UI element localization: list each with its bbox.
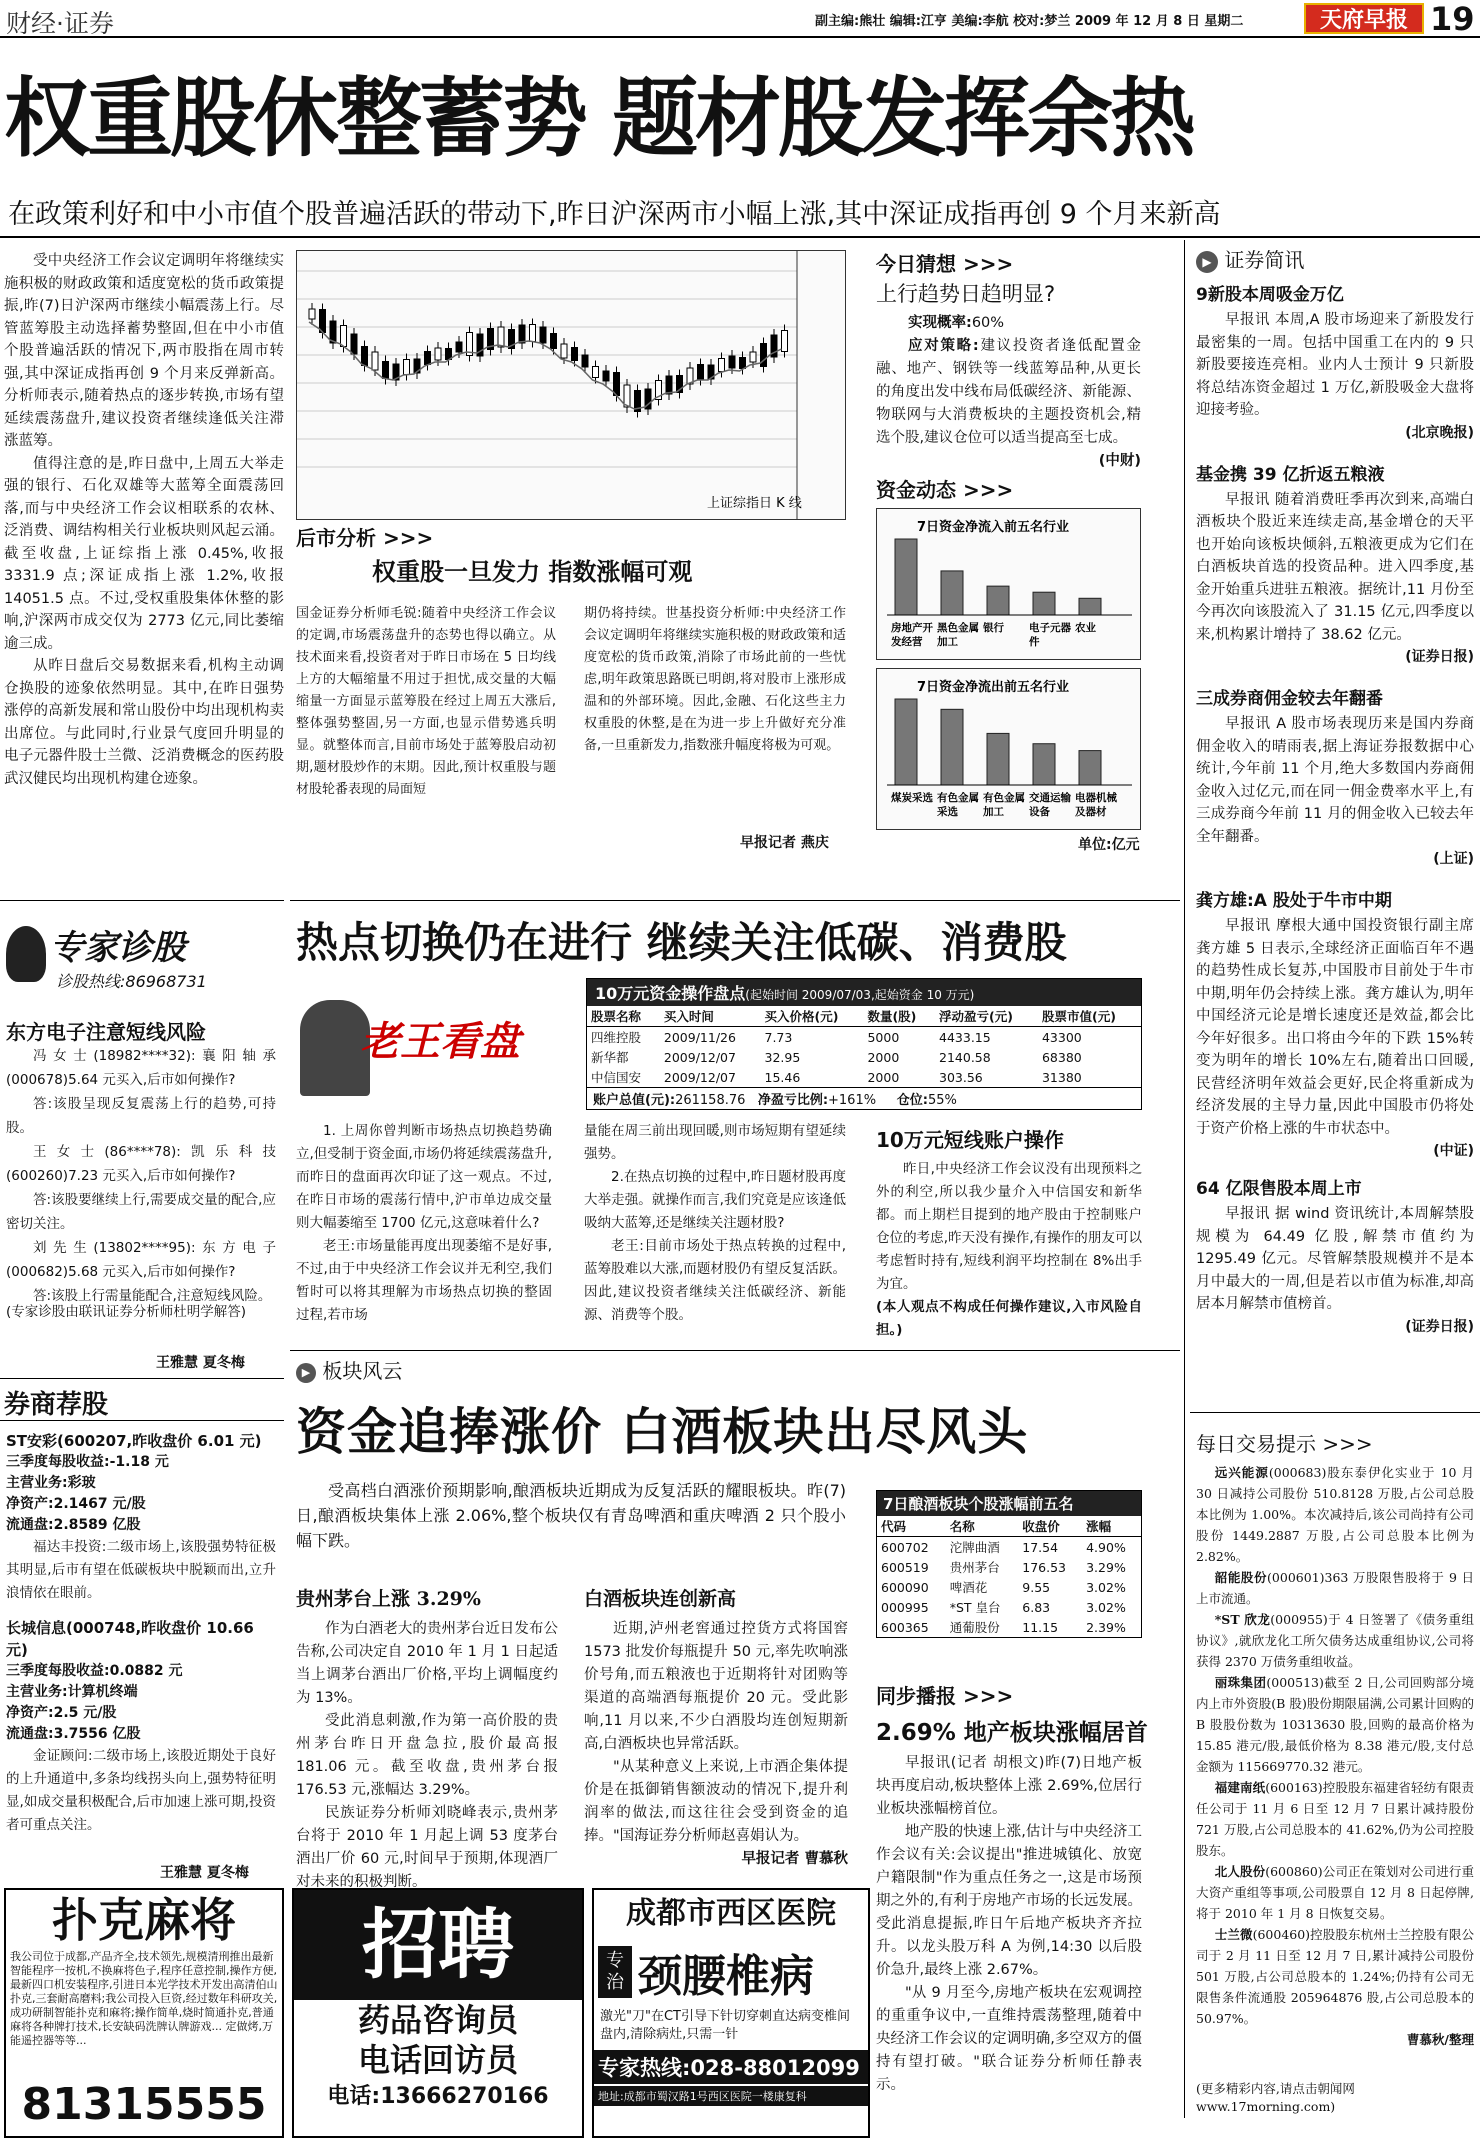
liquor-table-title: 7日酿酒板块个股涨幅前五名 bbox=[877, 1491, 1141, 1516]
flow-out-bar bbox=[987, 733, 1009, 785]
brief-item bbox=[1196, 280, 1474, 442]
trade-tag: 每日交易提示 >>> bbox=[1196, 1432, 1373, 1456]
newspaper-logo: 天府早报 bbox=[1304, 3, 1424, 34]
kline-candle bbox=[603, 371, 609, 381]
flow-out-label: 设备 bbox=[1029, 806, 1050, 818]
table-cell: 3.02% bbox=[1086, 1599, 1126, 1615]
brief-tag: ▶ 证券简讯 bbox=[1196, 244, 1304, 273]
table-row bbox=[877, 1557, 1141, 1577]
laowang-banner bbox=[300, 990, 570, 1100]
flow-in-label: 黑色金属 bbox=[937, 622, 979, 634]
page-number: 19 bbox=[1430, 0, 1475, 38]
flow-out-label: 有色金属 bbox=[983, 792, 1025, 804]
table-cell: 11.15 bbox=[1022, 1619, 1059, 1635]
trade-byline: 曹慕秋/整理 bbox=[1406, 2032, 1474, 2047]
table-cell: 新华都 bbox=[591, 1050, 629, 1065]
broker-list bbox=[6, 1430, 276, 1849]
expert-answer: 答:该股呈现反复震荡上行的趋势,可持股。 bbox=[6, 1096, 276, 1136]
flow-in-bar bbox=[895, 539, 917, 615]
table-cell: 2000 bbox=[867, 1069, 900, 1085]
flow-out-chart bbox=[876, 668, 1141, 830]
liquor-lead: 受高档白酒涨价预期影响,酿酒板块近期成为反复活跃的耀眼板块。昨(7)日,酿酒板块集体上涨 2.06%,整个板块仅有青岛啤酒和重庆啤酒 2 只个股小幅下跌。 bbox=[296, 1481, 846, 1550]
expert-question: 王女士(86****78):凯乐科技(600260)7.23 元买入,后市如何操作? bbox=[6, 1144, 276, 1184]
hot-col2: 量能在周三前出现回暖,则市场短期有望延续强势。 2.在热点切换的过程中,昨日题材股再度大举走强。就操作而言,我们究竟是应该逢低吸纳大蓝筹,还是继续关注题材股? 老王:目前市场处于热点转换的过程中,蓝筹股难以大涨,而题材股仍有望反复活跃。因此,建议投资者继续关注低碳经济、新能源、消费等个股。 bbox=[584, 1123, 846, 1323]
brief-item bbox=[1196, 684, 1474, 868]
table-cell: 15.46 bbox=[764, 1069, 801, 1085]
expert-answer: 答:该股要继续上行,需要成交量的配合,应密切关注。 bbox=[6, 1192, 276, 1232]
brief-item-body: 早报讯 随着消费旺季再次到来,高端白酒板块个股近来连续走高,基金增仓的天平也开始向该板块倾斜,五粮液更成为它们在白酒板块首选的投资品种。进入四季度,基金开始重兵进驻五粮液。据统计,11 月份至今再次向该股流入了 31.15 亿元,四季度以来,机构累计增持了 38.62 亿元。 bbox=[1196, 491, 1474, 643]
flow-in-label: 发经营 bbox=[891, 636, 923, 648]
expert-note: (专家诊股由联讯证券分析师杜明学解答) bbox=[6, 1304, 247, 1320]
hot-table-header: 股票市值(元) bbox=[1041, 1009, 1116, 1024]
table-cell: 303.56 bbox=[939, 1069, 983, 1085]
page-header bbox=[0, 0, 1480, 38]
hot-col1: 1. 上周你曾判断市场热点切换趋势确立,但受制于资金面,市场仍将延续震荡盘升,而昨日的盘面再次印证了这一观点。不过,在昨日市场的震荡行情中,沪市单边成交量则大幅萎缩至 1700 亿元,这意味着什么? 老王:市场量能再度出现萎缩不是好事,不过,由于中央经济工作会议并无利空,我们暂时可以将其理解为市场热点切换的整固过程,若市场 bbox=[296, 1123, 552, 1323]
liquor-table-header: 涨幅 bbox=[1086, 1519, 1112, 1534]
ad-recruit: 招聘 药品咨询员 电话回访员 电话:13666270166 bbox=[292, 1888, 584, 2138]
brief-item-source: (中证) bbox=[1433, 1143, 1474, 1159]
table-row bbox=[877, 1577, 1141, 1597]
flow-out-bar bbox=[1079, 751, 1101, 785]
brief-list bbox=[1196, 280, 1474, 1354]
table-cell: 600702 bbox=[881, 1539, 929, 1555]
ad-poker: 扑克麻将 我公司位于成都,产品齐全,技术领先,规模清刑推出最新智能程序一按机,不换麻将色子,程序任意控制,操作方便,最新四口机安装程序,引进日本光学技术开发出高清伯山扑克,三套耐高磨料;我公司投入巨资,经过数年科研攻关,成功研制智能扑克和麻将;操作简单,烧时简通扑克,普通麻将各种牌打技术,长安缺码洗牌认牌游戏... 定做烤,万能遥控器等等... 81315555 bbox=[4, 1888, 284, 2138]
after-col1: 国金证券分析师毛锐:随着中央经济工作会议的定调,市场震荡盘升的态势也得以确立。从技术面来看,投资者对于昨日市场在 5 日均线上方的大幅缩量不用过于担忧,成交量的大幅缩量一方面显示蓝筹股在经过上周五大涨后,整体强势整固,另一方面,也显示借势逃兵明显。就整体而言,目前市场处于蓝筹股启动初期,题材股炒作的末期。因此,预计权重股与题材股轮番表现的局面短 bbox=[296, 606, 556, 797]
table-cell: 600090 bbox=[881, 1579, 929, 1595]
liquor-s2-title: 白酒板块连创新高 bbox=[584, 1588, 737, 1610]
kline-candle bbox=[719, 359, 725, 372]
trade-list bbox=[1196, 1462, 1474, 2050]
hot-table-header: 浮动盈亏(元) bbox=[939, 1009, 1013, 1024]
table-row bbox=[877, 1617, 1141, 1637]
table-cell: 3.02% bbox=[1086, 1579, 1126, 1595]
trade-item: 福建南纸(600163)控股股东福建省轻纺有限责任公司于 11 月 6 日至 12 月 7 日累计减持股份 721 万股,占公司总股本的 41.62%,仍为公司控股股东。 bbox=[1196, 1780, 1474, 1858]
table-cell: 4433.15 bbox=[939, 1029, 991, 1045]
sync-tag: 同步播报 >>> bbox=[876, 1684, 1014, 1708]
hot-table-note: (起始时间 2009/07/03,起始资金 10 万元) bbox=[745, 988, 975, 1002]
hot-table-header: 数量(股) bbox=[867, 1009, 917, 1024]
table-cell: 2009/12/07 bbox=[663, 1069, 736, 1085]
kline-svg bbox=[297, 251, 845, 519]
broker-item: ST安彩(600207,昨收盘价 6.01 元) 三季度每股收益:-1.18 元 主营业务:彩玻 净资产:2.1467 元/股 流通盘:2.8589 亿股 福达丰投资:二级市场上,该股强势特征极其明显,后市有望在低碳板块中脱颖而出,立升浪情依在眼前。 bbox=[6, 1432, 276, 1601]
table-cell: 9.55 bbox=[1022, 1579, 1051, 1595]
lead-p2: 值得注意的是,昨日盘中,上周五大举走强的银行、石化双雄等大蓝筹全面震荡回落,而与中央经济工作会议相联系的农林、泛消费、调结构相关行业板块则风起云涌。截至收盘,上证综指上涨 0.45%,收报 3331.9 点;深证成指上涨 1.2%,收报 14051.5 点。不过,受权重股集体休整的影响,沪深两市成交仅为 2773 亿元,同比萎缩逾三成。 bbox=[4, 455, 284, 652]
table-row bbox=[877, 1537, 1141, 1558]
flow-out-label: 有色金属 bbox=[937, 792, 979, 804]
hot-table-title: 10万元资金操作盘点 bbox=[595, 984, 746, 1003]
flow-in-svg bbox=[877, 509, 1140, 659]
flow-out-label: 采选 bbox=[937, 806, 958, 818]
liquor-table bbox=[876, 1490, 1142, 1638]
table-cell: 2140.58 bbox=[939, 1049, 991, 1065]
play-icon: ▶ bbox=[1196, 251, 1218, 273]
expert-banner bbox=[6, 920, 276, 1004]
flow-out-label: 及器材 bbox=[1075, 806, 1107, 818]
table-cell: 2000 bbox=[867, 1049, 900, 1065]
editor-line: 副主编:熊壮 编辑:江亨 美编:李航 校对:梦兰 2009 年 12 月 8 日 星期二 bbox=[815, 14, 1244, 29]
flow-out-bar bbox=[941, 709, 963, 785]
table-cell: 贵州茅台 bbox=[949, 1560, 1000, 1575]
sub-headline: 在政策利好和中小市值个股普遍活跃的带动下,昨日沪深两市小幅上涨,其中深证成指再创 9 个月来新高 bbox=[8, 199, 1221, 230]
kline-candle bbox=[456, 342, 462, 352]
table-cell: 7.73 bbox=[764, 1029, 793, 1045]
brief-item-body: 早报讯 摩根大通中国投资银行副主席龚方雄 5 日表示,全球经济正面临百年不遇的趋势性成长复苏,中国股市目前处于牛市中期,明年仍会持续上涨。龚方雄认为,明年中国经济元论是增长速度还是效益,都会比今年好很多。出口将由今年的下跌 15%转变为明年的增长 10%左右,随着出口回暖,民营经济明年效益会更好,民企将重新成为经济发展的主导力量,因此中国股市仍将处于资产价格上涨的牛市状态中。 bbox=[1196, 918, 1474, 1137]
table-cell: 5000 bbox=[867, 1029, 900, 1045]
broker-brand: 券商荐股 bbox=[4, 1390, 109, 1420]
trade-item: 北人股份(600860)公司正在策划对公司进行重大资产重组等事项,公司股票自 12 月 8 日起停牌,将于 2010 年 1 月 8 日恢复交易。 bbox=[1196, 1864, 1474, 1921]
expert-hotline: 诊股热线:86968731 bbox=[56, 972, 207, 991]
table-cell: 17.54 bbox=[1022, 1539, 1059, 1555]
hot-table-header: 股票名称 bbox=[591, 1009, 642, 1024]
kline-candle bbox=[435, 348, 441, 360]
kline-candle bbox=[593, 367, 599, 378]
flow-in-label: 件 bbox=[1029, 636, 1040, 648]
brief-item bbox=[1196, 886, 1474, 1160]
table-row bbox=[587, 1067, 1141, 1087]
kline-candle bbox=[351, 334, 357, 354]
kline-candle bbox=[362, 347, 368, 366]
flow-in-label: 银行 bbox=[983, 622, 1004, 634]
laowang-brand: 老王看盘 bbox=[360, 1019, 520, 1065]
flow-out-label: 加工 bbox=[983, 806, 1004, 818]
table-row bbox=[587, 1047, 1141, 1067]
expert-qa bbox=[6, 1044, 276, 1308]
trade-item: 韶能股份(000601)363 万股限售股将于 9 日上市流通。 bbox=[1196, 1570, 1474, 1606]
table-cell: 68380 bbox=[1041, 1049, 1082, 1065]
kline-candle bbox=[561, 344, 567, 358]
table-row bbox=[877, 1597, 1141, 1617]
lead-p3: 从昨日盘后交易数据来看,机构主动调仓换股的迹象依然明显。其中,在昨日强势涨停的高新发展和常山股份中均出现机构卖出席位。与此同时,行业景气度回升明显的电子元器件股士兰微、泛消费概念的医药股武汉健民均出现机构建仓迹象。 bbox=[4, 658, 284, 787]
kline-candle bbox=[498, 327, 504, 347]
hot-table-grid bbox=[587, 1006, 1141, 1087]
expert-avatar bbox=[6, 926, 46, 982]
expert-answer: 答:该股上行需量能配合,注意短线风险。 bbox=[33, 1288, 272, 1304]
flow-out-bar bbox=[1033, 744, 1055, 785]
flow-in-title: 7日资金净流入前五名行业 bbox=[917, 520, 1070, 535]
trade-item: 士兰微(600460)控股股东杭州士兰控股有限公司于 2 月 11 日至 12 月 7 日,累计减持公司股份 501 万股,占公司总股本的 1.24%;仍持有公司无限售条件流通股 205964876 股,占公司总股本的 50.97%。 bbox=[1196, 1927, 1474, 2026]
flow-in-label: 电子元器 bbox=[1029, 622, 1071, 634]
after-col2: 期仍将持续。世基投资分析师:中央经济工作会议定调明年将继续实施积极的财政政策和适度宽松的货币政策,消除了市场此前的一些忧虑,明年政策思路既已明朗,将对股市上涨形成温和的外部环境。因此,金融、石化这些主力权重股的休整,是在为进一步上升做好充分准备,一旦重新发力,指数涨升幅度将极为可观。 bbox=[584, 606, 846, 753]
guess-title: 上行趋势日趋明显? bbox=[876, 282, 1056, 306]
expert-question: 刘先生(13802****95):东方电子(000682)5.68 元买入,后市如何操作? bbox=[6, 1240, 276, 1280]
table-cell: 000995 bbox=[881, 1599, 929, 1615]
table-cell: 2009/12/07 bbox=[663, 1049, 736, 1065]
table-cell: 32.95 bbox=[764, 1049, 801, 1065]
table-cell: *ST 皇台 bbox=[949, 1600, 1001, 1615]
brief-item-body: 早报讯 本周,A 股市场迎来了新股发行最密集的一周。包括中国重工在内的 9 只新股要接连亮相。业内人士预计 9 只新股将总结冻资金超过 1 万亿,新股吸金大盘将迎接考验。 bbox=[1196, 312, 1474, 418]
table-cell: 31380 bbox=[1041, 1069, 1082, 1085]
table-cell: 600365 bbox=[881, 1619, 929, 1635]
after-title: 权重股一旦发力 指数涨幅可观 bbox=[372, 558, 693, 586]
kline-candle bbox=[551, 334, 557, 349]
guess-tag: 今日猜想 >>> bbox=[876, 252, 1014, 276]
liquor-s1-title: 贵州茅台上涨 3.29% bbox=[296, 1588, 481, 1610]
sync-body: 早报讯(记者 胡根文)昨(7)日地产板块再度启动,板块整体上涨 2.69%,位居行业板块涨幅榜首位。 地产股的快速上涨,估计与中央经济工作会议有关:会议提出"推进城镇化、放宽户籍限制"作为重点任务之一,这是市场预期之外的,有利于房地产市场的长远发展。受此消息提振,昨日午后地产板块齐齐拉升。以龙头股万科 A 为例,14:30 以后股价急升,最终上涨 2.67%。 "从 9 月至今,房地产板块在宏观调控的重重争议中,一直维持震荡整理,随着中央经济工作会议的定调明确,多空双方的僵持有望打破。"联合证券分析师任静表示。 bbox=[876, 1755, 1142, 2093]
liquor-s2: 近期,泸州老窖通过控货方式将国窖 1573 批发价每瓶提升 50 元,率先吹响涨价号角,而五粮液也于近期将针对团购等渠道的高端酒每瓶提价 20 元。受此影响,11 月以来,不少白酒股均连创短期新高,白酒板块也异常活跃。 "从某种意义上来说,上市酒企集体提价是在抵御销售额波动的情况下,提升利润率的做法,而这往往会受到资金的追捧。"国海证券分析师赵喜娟认为。 早报记者 曹慕秋 bbox=[584, 1621, 848, 1867]
kline-candle bbox=[341, 326, 347, 347]
liquor-table-header: 代码 bbox=[881, 1519, 907, 1534]
liquor-s1: 作为白酒老大的贵州茅台近日发布公告称,公司决定自 2010 年 1 月 1 日起适当上调茅台酒出厂价格,平均上调幅度约为 13%。 受此消息刺激,作为第一高价股的贵州茅台昨日开盘急拉,股价最高报 181.06 元。截至收盘,贵州茅台报 176.53 元,涨幅达 3.29%。 民族证券分析师刘晓峰表示,贵州茅台将于 2010 年 1 月起上调 53 度茅台酒出厂价 60 元,时间早于预期,体现酒厂对未来的积极判断。 bbox=[296, 1621, 558, 1890]
brief-item-body: 早报讯 A 股市场表现历来是国内券商佣金收入的晴雨表,据上海证券报数据中心统计,今年前 11 个月,绝大多数国内券商佣金收入过亿元,而在同一佣金费率水平上,有三成券商今年前 11 月的佣金收入已较去年全年翻番。 bbox=[1196, 716, 1474, 845]
kline-candle bbox=[698, 365, 704, 380]
sync-title: 2.69% 地产板块涨幅居首 bbox=[876, 1720, 1148, 1746]
brief-item bbox=[1196, 1174, 1474, 1336]
kline-candle bbox=[582, 355, 588, 367]
section-name: 财经·证券 bbox=[6, 9, 114, 38]
brief-item-body: 早报讯 据 wind 资讯统计,本周解禁股规模为 64.49 亿股,解禁市值约为 1295.49 亿元。尽管解禁股规模并不是本月中最大的一周,但是若以市值为标准,却高居本月解禁市值榜首。 bbox=[1196, 1206, 1474, 1312]
guess-byline: (中财) bbox=[1098, 453, 1141, 469]
table-cell: 6.83 bbox=[1022, 1599, 1051, 1615]
table-cell: 四维控股 bbox=[591, 1030, 642, 1045]
flow-in-label: 房地产开 bbox=[891, 622, 933, 634]
flow-out-label: 交通运输 bbox=[1029, 792, 1071, 804]
liquor-title: 资金追捧涨价 白酒板块出尽风头 bbox=[296, 1402, 1029, 1461]
expert-question: 冯女士(18982****32):襄阳轴承(000678)5.64 元买入,后市如何操作? bbox=[6, 1048, 276, 1088]
hot-table-header: 买入时间 bbox=[663, 1009, 714, 1024]
table-cell: 2009/11/26 bbox=[663, 1029, 736, 1045]
flow-in-bar bbox=[941, 571, 963, 615]
trade-more: (更多精彩内容,请点击朝闻网 www.17morning.com) bbox=[1196, 2081, 1355, 2114]
flow-in-label: 加工 bbox=[937, 636, 958, 648]
flow-in-bar bbox=[987, 586, 1009, 615]
trade-item: 丽珠集团(000513)截至 2 日,公司回购部分境内上市外资股(B 股)股份期限届满,公司累计回购的 B 股股份数为 10313630 股,回购的最高价格为 15.85 港元/股,最低价格为 8.38 港元/股,支付总金额为 115669770.32 港元。 bbox=[1196, 1675, 1474, 1774]
broker-item: 长城信息(000748,昨收盘价 10.66 元) 三季度每股收益:0.0882 元 主营业务:计算机终端 净资产:2.5 元/股 流通盘:3.7556 亿股 金证顾问:二级市场上,该股近期处于良好的上升通道中,多条均线拐头向上,强势特征明显,如成交量积极配合,后市加速上涨可期,投资者可重点关注。 bbox=[6, 1619, 276, 1833]
table-row bbox=[587, 1027, 1141, 1048]
trade-item: *ST 欣龙(000955)于 4 日签署了《债务重组协议》,就欣龙化工所欠债务达成重组协议,公司将获得 2370 万债务重组收益。 bbox=[1196, 1612, 1474, 1669]
table-cell: 176.53 bbox=[1022, 1559, 1067, 1575]
expert-brand: 专家诊股 bbox=[50, 928, 186, 968]
brief-item-source: (北京晚报) bbox=[1405, 424, 1474, 441]
brief-item-source: (上证) bbox=[1433, 851, 1474, 867]
kline-candle bbox=[782, 331, 788, 352]
kline-candle bbox=[404, 360, 410, 375]
table-cell: 中信国安 bbox=[591, 1070, 642, 1085]
kline-candle bbox=[383, 362, 389, 379]
after-tag: 后市分析 >>> bbox=[296, 526, 434, 550]
table-cell: 4.90% bbox=[1086, 1539, 1126, 1555]
broker-byline: 王雅慧 夏冬梅 bbox=[160, 1865, 249, 1881]
hot-acct: 昨日,中央经济工作会议没有出现预料之外的利空,所以我少量介入中信国安和新华都。而上期栏目提到的地产股由于控制账户仓位的考虑,昨天没有操作,有操作的朋友可以考虑暂时持有,短线利润平均控制在 8%出手为宜。 (本人观点不构成任何操作建议,入市风险自担。) bbox=[876, 1161, 1142, 1338]
hot-title: 热点切换仍在进行 继续关注低碳、消费股 bbox=[296, 918, 1067, 967]
flow-out-svg bbox=[877, 669, 1140, 829]
flow-in-bar bbox=[1079, 598, 1101, 615]
liquor-table-header: 名称 bbox=[949, 1519, 975, 1534]
guess-prob-label: 实现概率: bbox=[908, 315, 972, 331]
brief-item-source: (证券日报) bbox=[1405, 649, 1474, 665]
brief-item-title: 龚方雄:A 股处于牛市中期 bbox=[1196, 891, 1392, 911]
expert-byline: 王雅慧 夏冬梅 bbox=[156, 1355, 245, 1371]
brief-item bbox=[1196, 460, 1474, 667]
table-cell: 啤酒花 bbox=[949, 1580, 988, 1595]
kline-candle bbox=[729, 356, 735, 368]
table-cell: 600519 bbox=[881, 1559, 929, 1575]
kline-candle bbox=[572, 348, 578, 361]
lead-article bbox=[4, 250, 284, 790]
brief-item-source: (证券日报) bbox=[1405, 1318, 1474, 1335]
table-cell: 沱牌曲酒 bbox=[949, 1540, 1000, 1555]
liquor-table-header: 收盘价 bbox=[1022, 1519, 1060, 1534]
hot-acct-title: 10万元短线账户操作 bbox=[876, 1128, 1064, 1152]
guess-strategy-label: 应对策略: bbox=[908, 338, 979, 354]
brief-item-title: 9新股本周吸金万亿 bbox=[1196, 285, 1344, 305]
kline-candle bbox=[666, 376, 672, 394]
kline-candle bbox=[750, 352, 756, 362]
kline-candle bbox=[309, 309, 315, 319]
flow-in-label: 农业 bbox=[1075, 622, 1096, 634]
after-byline: 早报记者 燕庆 bbox=[740, 835, 829, 851]
expert-title: 东方电子注意短线风险 bbox=[6, 1020, 206, 1044]
table-cell: 43300 bbox=[1041, 1029, 1082, 1045]
flow-out-title: 7日资金净流出前五名行业 bbox=[917, 680, 1070, 695]
hot-table bbox=[586, 978, 1142, 1110]
hot-table-footer: 账户总值(元):261158.76 净盈亏比例:+161% 仓位:55% bbox=[587, 1087, 1141, 1109]
flow-tag: 资金动态 >>> bbox=[876, 478, 1014, 502]
flow-in-bar bbox=[1033, 592, 1055, 615]
guess-prob: 60% bbox=[971, 315, 1005, 331]
hot-table-header: 买入价格(元) bbox=[764, 1009, 839, 1024]
kline-candle bbox=[519, 325, 525, 343]
guess-body bbox=[876, 312, 1141, 473]
brief-item-title: 基金携 39 亿折返五粮液 bbox=[1196, 464, 1385, 485]
lead-p1: 受中央经济工作会议定调明年将继续实施积极的财政政策和适度宽松的货币政策提振,昨(7)日沪深两市继续小幅震荡上行。尽管蓝筹股主动选择蓄势整固,但在中小市值个股普遍活跃的情况下,两市股指在周市转强,其中深证成指再创 9 个月来反弹新高。分析师表示,随着热点的逐步转换,市场有望延续震荡盘升,建议投资者继续逢低关注滞涨蓝筹。 bbox=[4, 253, 284, 449]
kline-candle bbox=[740, 358, 746, 369]
flow-unit: 单位:亿元 bbox=[1078, 837, 1140, 853]
guess-strategy: 建议投资者逢低配置金融、地产、钢铁等一线蓝筹品种,从更长的角度出发中线布局低碳经济、新能源、物联网与大消费板块的主题投资机会,精选个股,建议仓位可以适当提高至七成。 bbox=[876, 338, 1141, 446]
kline-candle bbox=[540, 327, 546, 343]
trade-item: 远兴能源(000683)股东泰伊化实业于 10 月 30 日减持公司股份 510.8128 万股,占公司总股本比例为 1.00%。本次减持后,该公司尚持有公司股份 1449.2887 万股,占公司总股本比例为 2.82%。 bbox=[1196, 1465, 1474, 1564]
table-cell: 3.29% bbox=[1086, 1559, 1126, 1575]
kline-caption: 上证综指日 K 线 bbox=[707, 496, 802, 511]
table-cell: 2.39% bbox=[1086, 1619, 1126, 1635]
kline-candle bbox=[372, 352, 378, 370]
kline-candle bbox=[530, 325, 536, 342]
flow-in-chart bbox=[876, 508, 1141, 660]
flow-out-label: 煤炭采选 bbox=[891, 792, 933, 804]
ad-hospital: 成都市西区医院 专治 颈腰椎病 激光"刀"在CT引导下针切穿刺直达病变椎间盘内,清除病灶,只需一针 专家热线:028-88012099 地址:成都市蜀汉路1号西区医院一楼康复科 bbox=[592, 1888, 870, 2138]
flow-out-label: 电器机械 bbox=[1075, 792, 1117, 804]
brief-item-title: 64 亿限售股本周上市 bbox=[1196, 1179, 1362, 1199]
table-cell: 通葡股份 bbox=[949, 1620, 1000, 1635]
kline-chart bbox=[296, 250, 846, 520]
brief-item-title: 三成券商佣金较去年翻番 bbox=[1196, 689, 1383, 709]
main-headline: 权重股休整蓄势 题材股发挥余热 bbox=[4, 69, 1193, 169]
liquor-table-grid bbox=[877, 1516, 1141, 1637]
liquor-tag: ▶ 板块风云 bbox=[296, 1355, 402, 1384]
play-icon: ▶ bbox=[296, 1363, 316, 1383]
kline-candle bbox=[425, 352, 431, 365]
flow-out-bar bbox=[895, 699, 917, 785]
